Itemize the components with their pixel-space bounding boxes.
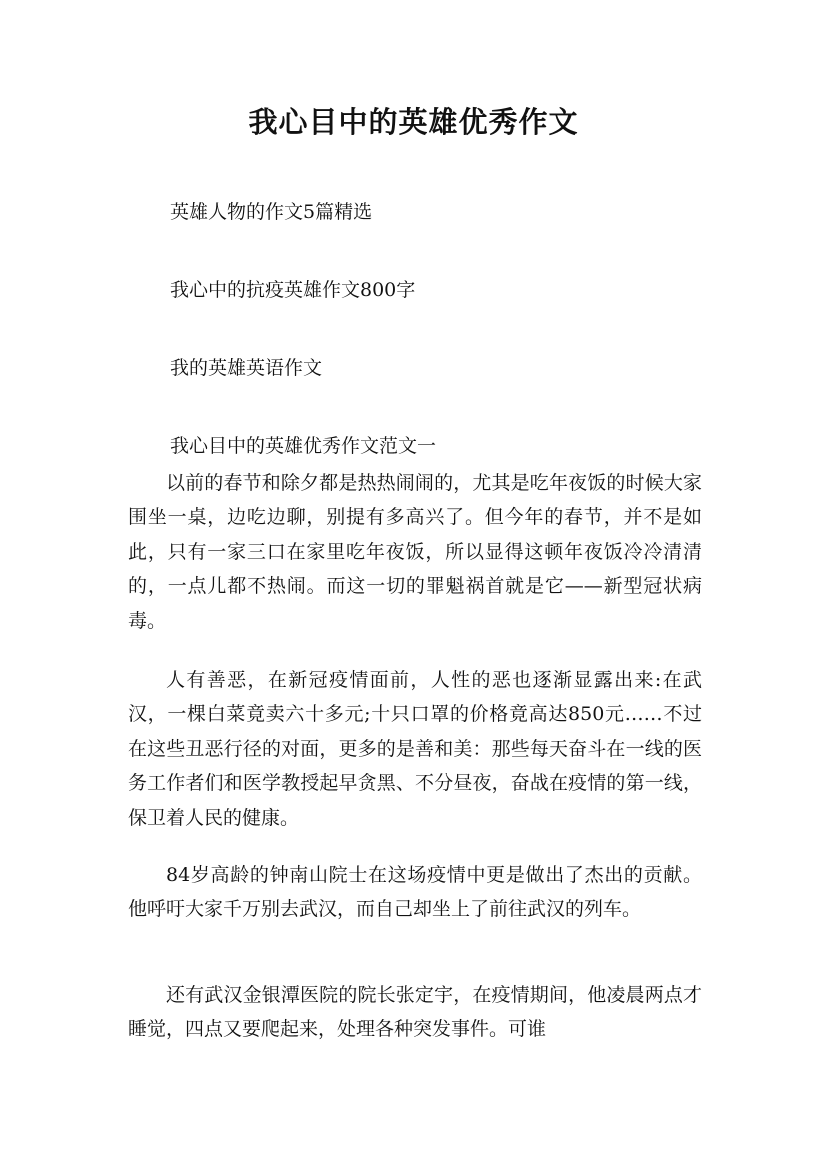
document-title: 我心目中的英雄优秀作文 xyxy=(248,105,579,139)
section-heading: 我心目中的英雄优秀作文范文一 xyxy=(170,435,437,457)
list-item: 英雄人物的作文5篇精选 xyxy=(170,201,373,223)
body-paragraph: 以前的春节和除夕都是热热闹闹的，尤其是吃年夜饭的时候大家围坐一桌，边吃边聊，别提有多高兴了。但今年的春节，并不是如此，只有一家三口在家里吃年夜饭，所以显得这顿年夜饭冷冷清清的，一点儿都不热闹。而这一切的罪魁祸首就是它——新型冠状病毒。 xyxy=(128,472,702,632)
list-item: 我心中的抗疫英雄作文800字 xyxy=(170,279,416,301)
body-paragraph: 人有善恶，在新冠疫情面前，人性的恶也逐渐显露出来:在武汉，一棵白菜竟卖六十多元;十只口罩的价格竟高达850元……不过在这些丑恶行径的对面，更多的是善和美：那些每天奋斗在一线的医务工作者们和医学教授起早贪黑、不分昼夜，奋战在疫情的第一线，保卫着人民的健康。 xyxy=(128,669,702,829)
body-paragraph: 还有武汉金银潭医院的院长张定宇，在疫情期间，他凌晨两点才睡觉，四点又要爬起来，处理各种突发事件。可谁 xyxy=(128,984,702,1041)
body-paragraph: 84岁高龄的钟南山院士在这场疫情中更是做出了杰出的贡献。他呼吁大家千万别去武汉，而自己却坐上了前往武汉的列车。 xyxy=(128,864,702,921)
list-item: 我的英雄英语作文 xyxy=(170,357,323,379)
